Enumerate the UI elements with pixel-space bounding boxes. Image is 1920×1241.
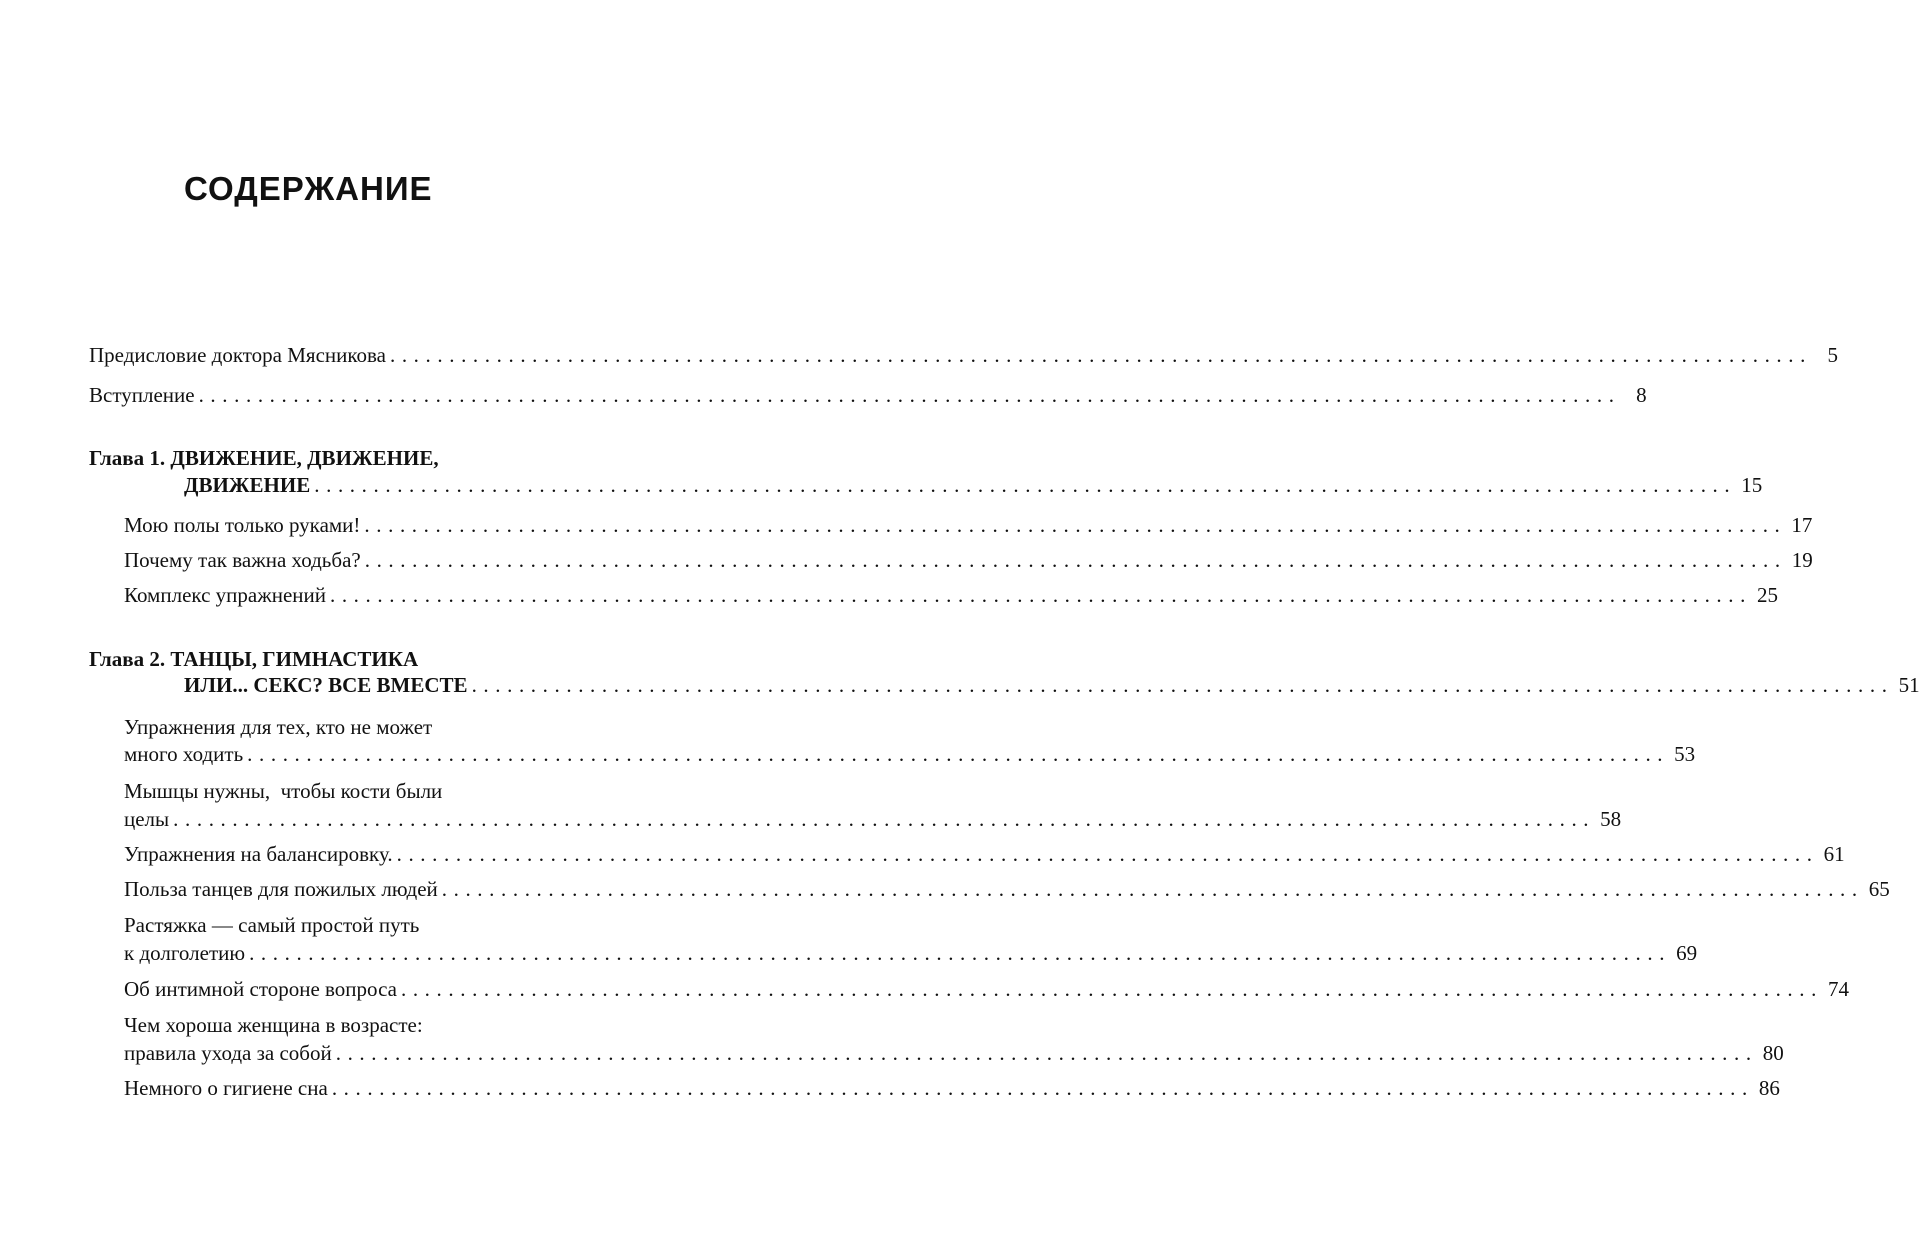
- chapter-title-continued: ИЛИ... СЕКС? ВСЕ ВМЕСТЕ: [184, 673, 468, 697]
- leader-dots: ........................................................................................................................: [314, 473, 1737, 497]
- toc-page-number: 61: [1823, 842, 1845, 866]
- leader-dots: ........................................................................................................................: [335, 1041, 1758, 1065]
- leader-dots: ........................................................................................................................: [471, 673, 1894, 697]
- leader-dots: ........................................................................................................................: [396, 842, 1819, 866]
- toc-page-number: 19: [1791, 548, 1813, 572]
- toc-page-number: 17: [1791, 513, 1813, 537]
- toc-entry-text: Упражнения на балансировку.: [124, 842, 393, 866]
- chapter-1-heading-line2: [184, 472, 1763, 498]
- toc-entry-text: Мою полы только руками!: [124, 513, 361, 537]
- toc-page-number: 74: [1827, 977, 1849, 1001]
- leader-dots: ........................................................................................................................: [364, 548, 1787, 572]
- leader-dots: ........................................................................................................................: [364, 513, 1787, 537]
- toc-page-number: 58: [1600, 807, 1622, 831]
- toc-entry-line1: Мышцы нужны, чтобы кости были: [124, 779, 443, 803]
- leader-dots: ........................................................................................................................: [249, 941, 1672, 965]
- toc-entry-text: Немного о гигиене сна: [124, 1076, 328, 1100]
- toc-entry-text: Почему так важна ходьба?: [124, 548, 361, 572]
- toc-entry: [124, 976, 1849, 1002]
- chapter-label: Глава 2.: [89, 647, 166, 671]
- toc-page-number: 80: [1762, 1041, 1784, 1065]
- leader-dots: ........................................................................................................................: [389, 343, 1812, 367]
- leader-dots: ........................................................................................................................: [329, 583, 1752, 607]
- toc-page-number: 25: [1756, 583, 1778, 607]
- toc-entry: [124, 1040, 1784, 1066]
- chapter-label: Глава 1.: [89, 446, 166, 470]
- leader-dots: ........................................................................................................................: [173, 807, 1596, 831]
- toc-page-number: 5: [1827, 343, 1838, 367]
- leader-dots: ........................................................................................................................: [247, 742, 1670, 766]
- toc-entry: [124, 582, 1778, 608]
- toc-entry: [124, 547, 1813, 573]
- toc-entry-text: Комплекс упражнений: [124, 583, 326, 607]
- leader-dots: ........................................................................................................................: [441, 877, 1864, 901]
- toc-entry-text: к долголетию: [124, 941, 246, 965]
- toc-entry-text: много ходить: [124, 742, 244, 766]
- toc-entry-line1: Чем хороша женщина в возрасте:: [124, 1013, 423, 1037]
- toc-page-number: 53: [1674, 742, 1696, 766]
- toc-entry: [124, 512, 1813, 538]
- toc-page-number: 51: [1898, 673, 1920, 697]
- toc-entry: [124, 741, 1696, 767]
- toc-page-number: 65: [1868, 877, 1890, 901]
- chapter-title-continued: ДВИЖЕНИЕ: [184, 473, 311, 497]
- chapter-1-heading-line1: [89, 445, 439, 471]
- toc-entry-preface: [89, 342, 1838, 368]
- chapter-title: ТАНЦЫ, ГИМНАСТИКА: [170, 647, 419, 671]
- toc-entry: [124, 940, 1698, 966]
- toc-entry-text: Польза танцев для пожилых людей: [124, 877, 438, 901]
- toc-entry-text: Об интимной стороне вопроса: [124, 977, 397, 1001]
- toc-entry-line1: Упражнения для тех, кто не может: [124, 715, 433, 739]
- toc-entry-intro: [89, 382, 1647, 408]
- leader-dots: ........................................................................................................................: [198, 383, 1621, 407]
- chapter-2-heading-line2: [184, 672, 1920, 698]
- toc-entry-line1: Растяжка — самый простой путь: [124, 913, 420, 937]
- toc-entry-text: Предисловие доктора Мясникова: [89, 343, 386, 367]
- toc-entry-text: Вступление: [89, 383, 195, 407]
- toc-page-number: 86: [1758, 1076, 1780, 1100]
- chapter-2-heading-line1: [89, 646, 418, 672]
- toc-page-number: 69: [1676, 941, 1698, 965]
- toc-entry: [124, 841, 1845, 867]
- toc-entry: [124, 806, 1622, 832]
- chapter-title: ДВИЖЕНИЕ, ДВИЖЕНИЕ,: [170, 446, 439, 470]
- toc-page-number: 8: [1636, 383, 1647, 407]
- toc-entry-text: целы: [124, 807, 170, 831]
- page-title: СОДЕРЖАНИЕ: [184, 170, 433, 207]
- toc-entry: [124, 876, 1890, 902]
- leader-dots: ........................................................................................................................: [331, 1076, 1754, 1100]
- toc-entry: [124, 1075, 1780, 1101]
- leader-dots: ........................................................................................................................: [400, 977, 1823, 1001]
- toc-entry-text: правила ухода за собой: [124, 1041, 332, 1065]
- toc-page-number: 15: [1741, 473, 1763, 497]
